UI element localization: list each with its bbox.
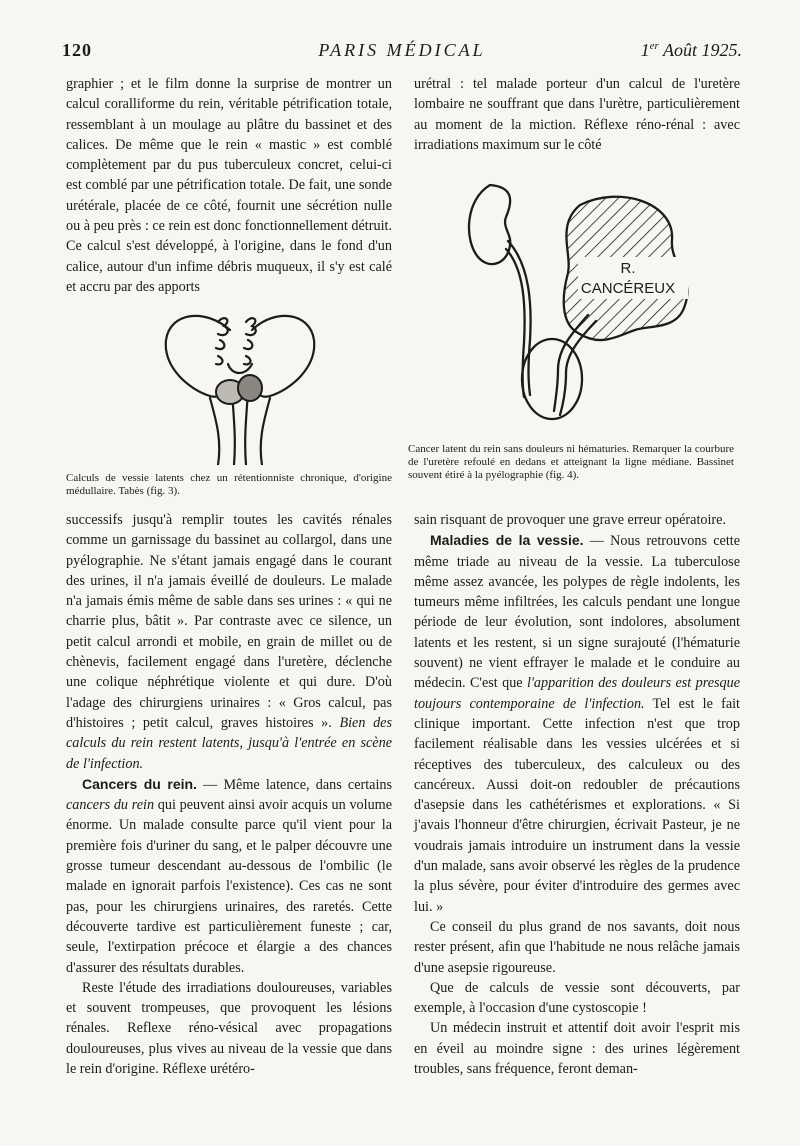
paragraph-cancers: Cancers du rein. — Même latence, dans certains cancers du rein qui peuvent ainsi avoir acquis un volume énorme. Un malade consulte parce qu'il vient pour la première fois d'uriner du sang, et le palper découvre une grosse tumeur descendant au-dessous de l'ombilic (le malade en ignorait parfois l'existence). Ces cas ne sont pas, pour les chirurgiens urinaires, des raretés. Cette découverte tardive est particulièrement funeste ; car, seule, l'extirpation précoce et élargie a des chances d'assurer des résultats durables. [66, 775, 393, 976]
paragraph: Ce conseil du plus grand de nos savants, doit nous rester présent, afin que l'habitude ne nous relâche jamais d'une asepsie rigoureuse. [414, 918, 740, 976]
page-number: 120 [62, 40, 92, 60]
figure-3-caption: Calculs de vessie latents chez un rétentionniste chronique, d'origine médullaire. Tabès (fig. 3). [66, 472, 392, 498]
tumor-label-line2: CANCÉREUX [580, 280, 676, 297]
figure-4-caption: Cancer latent du rein sans douleurs ni hématuries. Remarquer la courbure de l'uretère refoulé en dedans et atteignant la ligne médiane. Bassinet souvent étiré à la pyélographie (fig. 4). [408, 443, 734, 482]
paragraph: graphier ; et le film donne la surprise de montrer un calcul coralliforme du rein, véritable pétrification totale, ressemblant à un moulage au plâtre du bassinet et des calices. De même que le rein « mastic » est comblé complètement par du pus tuberculeux concret, celui-ci est comblé par une pétrification totale. De fait, une sonde urétérale, placée de ce côté, fournit une sécrétion nulle ou à peu près : ce rein est donc fonctionnellement détruit. Ce calcul s'est développé, à l'origine, dans le fond d'un calice, autour d'un infime débris muqueux, il s'y est calé et accru par des apports [66, 76, 392, 295]
section-heading: Cancers du rein. [82, 775, 197, 792]
paragraph: successifs jusqu'à remplir toutes les cavités rénales comme un garnissage du bassinet au collargol, dans une pyélographie. Ne s'étant jamais engagé dans le courant des urines, il n'a jamais éveillé de douleurs. Le malade n'a jamais émis même de sable dans ses urines : « qui ne charrie plus, bâtit ». Par contraste avec ce silence, un petit calcul arrondi et mobile, en grain de millet ou de chènevis, facilement engagé dans l'uretère, déclenche une colique néphrétique violente et qui dure. D'où l'adage des chirurgiens urinaires : « Gros calcul, pas d'histoires ; petit calcul, graves histoires ». Bien des calculs du rein restent latents, jusqu'à l'entrée en scène de l'infection. [66, 512, 392, 772]
running-header [62, 40, 742, 66]
issue-date: 1er Août 1925. [640, 40, 742, 60]
paragraph-vessie: Maladies de la vessie. — Nous retrouvons cette même triade au niveau de la vessie. La tuberculose même assez avancée, les polypes de règle indolents, les tumeurs même infiltrées, les calculs pendant une longue période de leur évolution, sont indolores, absolument latents et les restent, si un signe surajouté (l'hématurie souvent) ne vient effrayer le malade et le conduire au médecin. C'est que l'apparition des douleurs est presque toujours contemporaine de l'infection. Tel est le fait clinique important. Cette infection n'est que trop facilement réalisable dans les vessies ulcérées et si réceptives des tuberculeux, des calculeux ou des cancéreux. Aussi doit-on redoubler de précautions d'asepsie dans les cathétérismes et explorations. « Si j'avais l'honneur d'être chirurgien, écrivait Pasteur, je ne voudrais jamais introduire un instrument dans la vessie d'un malade, sans avoir observé les règles de la prudence la plus sévère, pour éviter d'introduire des germes avec lui. » [414, 532, 740, 915]
paragraph: Que de calculs de vessie sont découverts, par exemple, à l'occasion d'une cystoscopie ! [414, 979, 740, 1017]
figure-3-bladder-calculi [160, 300, 320, 465]
section-heading: Maladies de la vessie. [430, 532, 584, 549]
paragraph: Reste l'étude des irradiations douloureuses, variables et souvent trompeuses, que provoquent les lésions rénales. Reflexe réno-vésical avec propagations douloureuses, plus vives au niveau de la vessie que dans le rein d'origine. Réflexe urétéro- [66, 979, 392, 1078]
right-column-bottom [414, 510, 740, 1079]
left-column-top [66, 74, 392, 297]
tumor-label-line1: R. [620, 260, 636, 277]
paragraph: urétral : tel malade porteur d'un calcul de l'uretère lombaire ne souffrant que dans l'urètre, particulièrement au moment de la miction. Réflexe réno-rénal : avec irradiations maximum sur le côté [414, 76, 740, 153]
paragraph: sain risquant de provoquer une grave erreur opératoire. [414, 512, 726, 528]
left-column-bottom [66, 510, 392, 1079]
paragraph: Un médecin instruit et attentif doit avoir l'esprit mis en éveil au moindre signe : des urines légèrement troubles, sans fréquence, feront deman- [414, 1020, 740, 1078]
journal-title: PARIS MÉDICAL [318, 40, 486, 60]
figure-4-kidney-cancer [460, 165, 710, 435]
right-column-top [414, 74, 740, 155]
